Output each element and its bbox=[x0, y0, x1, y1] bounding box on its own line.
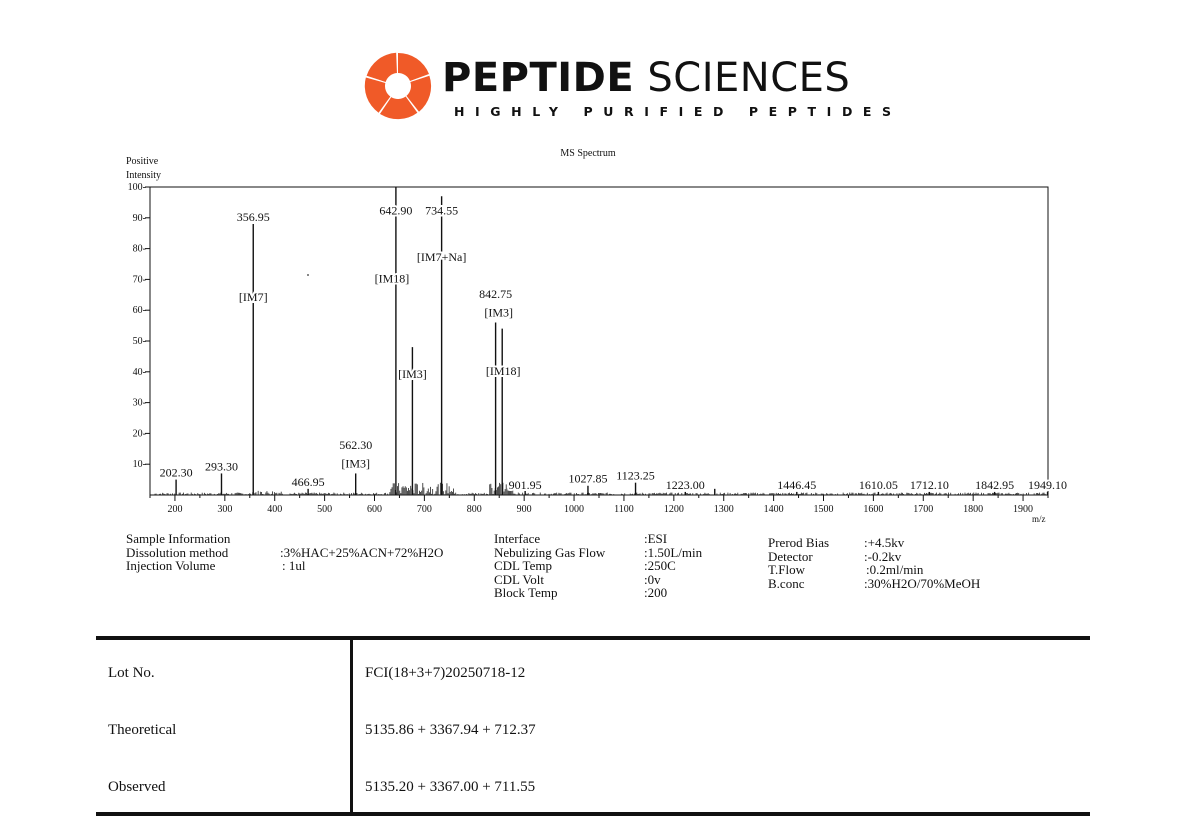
peaks bbox=[176, 187, 1047, 495]
param-value: : 1ul bbox=[282, 558, 306, 573]
x-tick-label: 500 bbox=[317, 504, 333, 515]
y-axis bbox=[128, 182, 150, 470]
x-tick-label: 1500 bbox=[813, 504, 834, 515]
peak-label: 562.30 bbox=[339, 437, 373, 452]
peak-label: 842.75 bbox=[479, 286, 513, 301]
peak-label: [IM18] bbox=[485, 363, 521, 378]
peak-label: [IM7] bbox=[238, 289, 268, 304]
param-value: :1.50L/min bbox=[644, 544, 703, 560]
brand-tagline: HIGHLY PURIFIED PEPTIDES bbox=[454, 104, 902, 119]
param-label: Block Temp bbox=[494, 585, 558, 600]
peak-label: [IM18] bbox=[374, 271, 410, 286]
x-axis-label: m/z bbox=[1032, 514, 1046, 524]
peak-label: [IM3] bbox=[341, 456, 371, 471]
x-tick-label: 800 bbox=[466, 504, 482, 515]
param-row bbox=[494, 559, 754, 573]
peak-label: 466.95 bbox=[291, 474, 325, 489]
y-axis-label: Positive Intensity bbox=[126, 156, 161, 181]
y-tick-label: 90- bbox=[132, 212, 146, 224]
plot-frame bbox=[150, 187, 1048, 495]
y-tick-label: 50- bbox=[132, 336, 146, 347]
x-tick-label: 1800 bbox=[963, 504, 984, 515]
param-label: Interface bbox=[494, 531, 541, 546]
row-label: Lot No. bbox=[108, 665, 155, 681]
peak-label: [IM7+Na] bbox=[416, 249, 467, 264]
stray-dot bbox=[307, 274, 309, 276]
param-label: Nebulizing Gas Flow bbox=[494, 544, 606, 560]
param-label: Dissolution method bbox=[126, 544, 229, 560]
param-label: CDL Volt bbox=[494, 571, 544, 587]
x-tick-label: 900 bbox=[516, 504, 532, 515]
param-label: Prerod Bias bbox=[768, 535, 830, 550]
param-value: :-0.2kv bbox=[864, 548, 902, 564]
param-value: :3%HAC+25%ACN+72%H2O bbox=[280, 544, 444, 560]
param-label: B.conc bbox=[768, 575, 805, 591]
x-tick-label: 700 bbox=[416, 504, 432, 515]
param-value: :250C bbox=[644, 558, 676, 573]
peak-label: 1949.10 bbox=[1028, 477, 1068, 492]
x-tick-label: 200 bbox=[167, 504, 183, 515]
param-row bbox=[768, 563, 1028, 577]
peak-label: 901.95 bbox=[508, 477, 542, 492]
x-tick-label: 1600 bbox=[863, 504, 884, 515]
param-value: :0v bbox=[644, 571, 661, 587]
x-tick-label: 600 bbox=[367, 504, 382, 515]
param-label: Sample Information bbox=[126, 531, 231, 546]
table-row bbox=[96, 715, 1090, 745]
param-label: CDL Temp bbox=[494, 558, 552, 573]
param-label: Injection Volume bbox=[126, 558, 216, 573]
brand-name-light: SCIENCES bbox=[647, 55, 851, 101]
y-tick-label: 80- bbox=[132, 243, 146, 255]
param-label: T.Flow bbox=[768, 562, 805, 577]
param-value: :0.2ml/min bbox=[866, 562, 924, 577]
brand-name-bold: PEPTIDE bbox=[442, 55, 635, 101]
x-tick-label: 1400 bbox=[763, 504, 784, 515]
peak-label: 1712.10 bbox=[909, 477, 949, 492]
peak-label: 642.90 bbox=[379, 203, 413, 218]
table-row bbox=[96, 658, 1090, 688]
x-tick-label: 1900 bbox=[1013, 504, 1034, 515]
sample-info bbox=[126, 532, 466, 573]
param-row bbox=[494, 586, 754, 600]
y-tick-label: 20- bbox=[132, 428, 146, 440]
param-row bbox=[768, 577, 1028, 591]
peak-label: 1842.95 bbox=[975, 477, 1015, 492]
detector-params bbox=[768, 536, 1028, 590]
instrument-params bbox=[494, 532, 754, 600]
row-label: Theoretical bbox=[108, 722, 177, 738]
x-tick-label: 1100 bbox=[614, 504, 634, 515]
x-tick-label: 300 bbox=[217, 504, 233, 515]
param-row bbox=[494, 532, 754, 546]
peak-label: 202.30 bbox=[159, 465, 193, 480]
peak-label: 1223.00 bbox=[665, 477, 705, 492]
param-row bbox=[768, 536, 1028, 550]
param-value: :ESI bbox=[644, 531, 668, 546]
param-value: :+4.5kv bbox=[864, 535, 905, 550]
peak-label: [IM3] bbox=[398, 366, 427, 381]
param-row bbox=[126, 559, 466, 573]
peak-label: 1123.25 bbox=[616, 468, 655, 483]
param-row bbox=[126, 532, 466, 546]
y-tick-label: 70- bbox=[132, 274, 146, 286]
peak-labels bbox=[160, 204, 1067, 492]
row-value: 5135.20 + 3367.00 + 711.55 bbox=[365, 779, 536, 795]
param-row bbox=[494, 546, 754, 560]
param-value: :30%H2O/70%MeOH bbox=[864, 575, 981, 591]
row-value: 5135.86 + 3367.94 + 712.37 bbox=[365, 722, 536, 738]
peak-label: 1027.85 bbox=[568, 471, 608, 486]
x-tick-label: 400 bbox=[267, 504, 283, 515]
x-tick-label: 1200 bbox=[663, 504, 684, 515]
y-tick-label: 40- bbox=[132, 366, 146, 378]
x-tick-label: 1000 bbox=[564, 504, 585, 515]
y-tick-label: 30- bbox=[132, 397, 146, 409]
param-row bbox=[494, 573, 754, 587]
peak-label: [IM3] bbox=[484, 305, 514, 320]
table-row bbox=[96, 772, 1090, 802]
param-label: Detector bbox=[768, 548, 813, 564]
row-value: FCI(18+3+7)20250718-12 bbox=[365, 665, 526, 681]
peak-label: 293.30 bbox=[204, 459, 238, 474]
row-label: Observed bbox=[108, 779, 166, 795]
param-row bbox=[768, 550, 1028, 564]
peak-label: 1446.45 bbox=[777, 477, 817, 492]
y-tick-label: 60- bbox=[132, 305, 146, 317]
param-value: :200 bbox=[644, 585, 668, 600]
param-row bbox=[126, 546, 466, 560]
peak-label: 356.95 bbox=[236, 209, 270, 224]
peak-label: 734.55 bbox=[425, 203, 459, 218]
chart-title: MS Spectrum bbox=[560, 148, 616, 159]
y-tick-label: 10- bbox=[132, 459, 146, 471]
results-table bbox=[96, 636, 1090, 816]
x-tick-label: 1700 bbox=[913, 504, 934, 515]
x-axis bbox=[150, 495, 1048, 515]
peak-label: 1610.05 bbox=[858, 477, 898, 492]
x-tick-label: 1300 bbox=[713, 504, 734, 515]
y-tick-label: 100- bbox=[127, 182, 146, 193]
